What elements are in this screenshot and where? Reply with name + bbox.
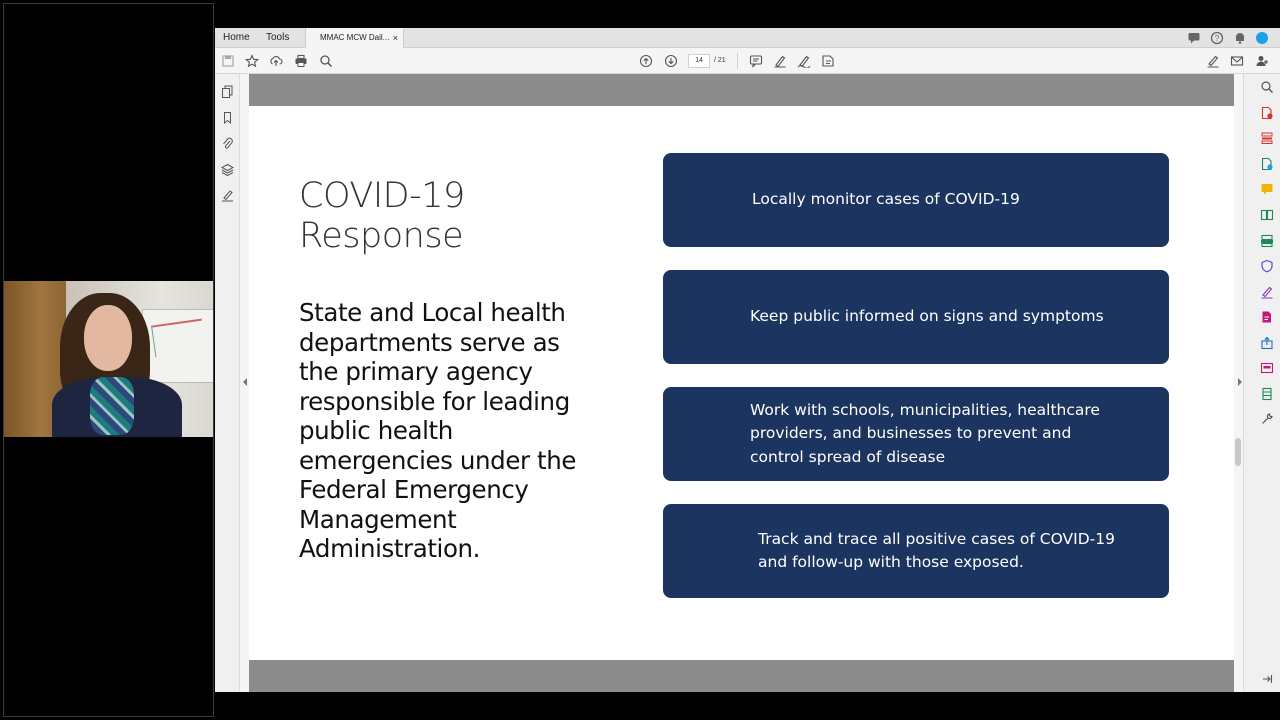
fill-sign-tool-icon[interactable] [1260,285,1274,299]
card-text-line: providers, and businesses to prevent and [750,424,1072,443]
page-down-icon[interactable] [664,54,678,68]
main-toolbar [215,48,1280,74]
card-text-line: Locally monitor cases of COVID-19 [752,190,1020,209]
tab-tools[interactable]: Tools [266,32,290,43]
edit-pdf-icon[interactable] [1260,157,1274,171]
email-icon[interactable] [1230,54,1244,68]
response-card-monitor [663,153,1169,247]
layers-icon[interactable] [221,163,234,176]
bookmark-icon[interactable] [221,111,234,124]
help-icon[interactable] [1210,31,1224,45]
stamp-icon[interactable] [821,54,835,68]
save-icon[interactable] [221,54,235,68]
redact-icon[interactable] [1260,361,1274,375]
left-panel-splitter[interactable] [239,74,249,692]
scan-icon[interactable] [1260,234,1274,248]
presenter-scarf [90,377,134,435]
tab-bar [215,28,1280,48]
close-tab-icon[interactable]: × [392,33,398,43]
account-icon[interactable] [1255,31,1269,45]
body-line: Management [299,504,457,534]
expand-left-panel-icon[interactable] [243,378,248,386]
webcam-feed [4,281,213,437]
left-navigation-rail [215,74,239,692]
right-panel-splitter[interactable] [1234,74,1244,692]
response-card-collaborate [663,387,1169,481]
card-text-line: Keep public informed on signs and symptoms [750,307,1104,326]
body-line: public health [299,416,453,445]
body-line: emergencies under the [299,445,577,475]
sign-icon[interactable] [797,54,811,68]
highlight-icon[interactable] [773,54,787,68]
response-card-inform [663,270,1169,364]
tab-home[interactable]: Home [223,32,250,43]
expand-right-panel-icon[interactable] [1238,378,1243,386]
share-icon[interactable] [1260,336,1274,350]
signature-icon[interactable] [221,189,234,202]
comment-icon[interactable] [749,54,763,68]
body-line: departments serve as [299,327,560,357]
fill-sign-icon[interactable] [1206,54,1220,68]
body-line: Federal Emergency [299,475,529,504]
right-tools-rail [1255,74,1280,692]
acrobat-window [215,28,1280,692]
page-up-icon[interactable] [639,54,653,68]
body-line: the primary agency [299,357,533,386]
search-icon[interactable] [1260,80,1274,94]
star-icon[interactable] [245,54,259,68]
protect-icon[interactable] [1260,259,1274,273]
organize-icon[interactable] [1260,131,1274,145]
combine-icon[interactable] [1260,208,1274,222]
background-whiteboard [142,309,213,383]
compress-icon[interactable] [1260,387,1274,401]
tools-icon[interactable] [1260,412,1274,426]
slide-title-line: Response [299,216,464,256]
slide-page [249,106,1234,660]
svg-text:?: ? [1214,34,1220,43]
bell-icon[interactable] [1233,31,1247,45]
body-line: Administration. [299,534,481,563]
vertical-scrollbar-thumb[interactable] [1235,438,1241,466]
toolbar-divider [737,53,738,69]
body-line: responsible for leading [299,386,570,416]
pages-icon[interactable] [221,85,234,98]
document-viewport[interactable] [249,74,1234,692]
comment-tool-icon[interactable] [1260,182,1274,196]
page-total: / 21 [714,57,726,64]
card-text-line: control spread of disease [750,447,946,466]
chat-icon[interactable] [1187,31,1201,45]
collapse-icon[interactable] [1260,672,1274,686]
page-number-input[interactable]: 14 [688,54,710,68]
card-text-line: and follow-up with those exposed. [758,553,1024,571]
slide-title-line: COVID-19 [299,176,465,216]
zoom-icon[interactable] [319,54,333,68]
slide-title [299,176,619,256]
tab-document[interactable] [305,28,404,48]
add-user-icon[interactable] [1255,54,1269,68]
export-pdf-icon[interactable] [1260,106,1274,120]
print-icon[interactable] [294,54,308,68]
create-pdf-icon[interactable] [1260,310,1274,324]
body-line: State and Local health [299,298,566,327]
document-tab-label: MMAC MCW Dail... [320,33,390,42]
attachment-icon[interactable] [221,137,234,150]
card-text-line: Work with schools, municipalities, healthcare [750,400,1100,419]
upload-icon[interactable] [269,54,283,68]
response-card-track-trace [663,504,1169,598]
card-text-line: Track and trace all positive cases of COVID-19 [758,529,1115,548]
presenter-face [84,305,132,371]
slide-body-text [299,298,629,564]
